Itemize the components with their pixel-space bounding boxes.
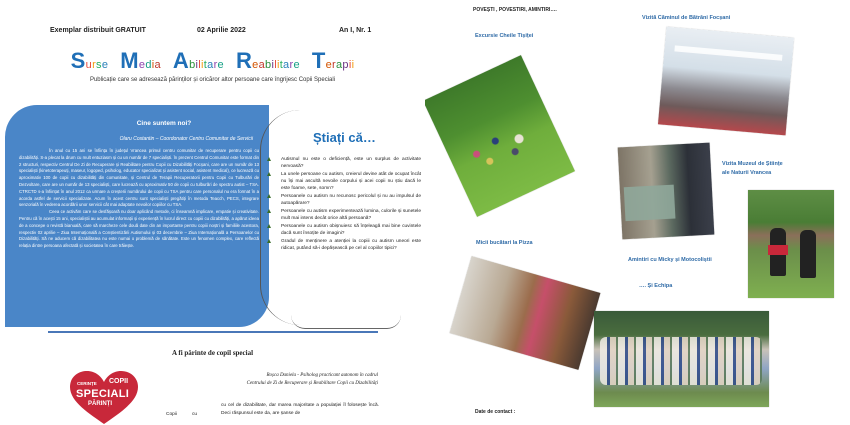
masthead-letter: i <box>351 59 355 71</box>
masthead-letter: t <box>203 59 208 71</box>
masthead-letter: r <box>92 59 97 71</box>
masthead-letter: u <box>85 59 93 71</box>
masthead-initial: S <box>70 48 86 73</box>
masthead-word <box>235 48 300 73</box>
article-word-copii: Copii <box>166 412 177 417</box>
masthead-letter: i <box>348 59 352 71</box>
masthead-letter: t <box>279 59 284 71</box>
masthead-initial: M <box>120 48 139 73</box>
did-you-know-item: Gradul de menținere a atenției la copiii cu autism uneori este ridicat, putând să-i depășească pe cel al copiilor tipici? <box>261 238 421 252</box>
bullet-icon <box>267 209 271 213</box>
did-you-know-list <box>261 156 421 253</box>
masthead-word <box>311 48 355 73</box>
did-you-know-box <box>260 110 425 325</box>
masthead-letter: e <box>138 59 146 71</box>
masthead-letter: d <box>145 59 152 71</box>
photo-muzeu <box>618 143 715 240</box>
masthead-letter: r <box>289 59 294 71</box>
heart-word-cloud-logo <box>68 370 140 425</box>
masthead-initial: T <box>311 48 326 73</box>
who-we-are-paragraph: Ceea ce activăm care se desfășoară nu doar aplicând metode, ci înseamnă implicare, empatie și creativitate. Pentru că în acești 15 ani, specialiștii au acumulat informații și experiență în lucrul direct cu copiii cu dizabilități, a apărut ideea de a concepe o revistă bianuală, care să marcheze cele două date din an importante pentru copiii noștri și familiile acestora, respectiv 02 aprilie – Ziua Internațională a Conștientizării Autismului și 03 decembrie – Ziua Internațională a Persoanelor cu Dizabilități. Să ne aducem că dizabilitatea nu este numai o problemă de sănătate. Este un fenomen complex, care reflectă relația dintre persoana afectată și societatea în care trăiește. <box>19 209 259 249</box>
caption-camin-batrani: Vizită Căminul de Bătrâni Focșani <box>642 15 731 21</box>
masthead-letter: i <box>195 59 199 71</box>
masthead-letter: l <box>274 59 277 71</box>
masthead-letter: a <box>154 59 161 71</box>
special-parent-byline: Roșca Daniela - Psiholog practicant autonom în cadrul Centrului de Zi de Recuperare și Reabilitare Copii cu Dizabilități <box>246 373 378 386</box>
photo-echipa <box>594 311 769 407</box>
masthead-letter: a <box>207 59 214 71</box>
masthead-letter: e <box>101 59 109 71</box>
bullet-icon <box>267 239 271 243</box>
masthead-letter: s <box>96 59 102 71</box>
logo-word: PĂRINȚI <box>88 401 112 407</box>
logo-word: CERINȚE <box>77 381 97 386</box>
who-we-are-title: Cine suntem noi? <box>136 120 192 127</box>
did-you-know-item: Persoanele cu autism experimentează lumina, culorile și sunetele mult mai intens decât orice altă persoană? <box>261 208 421 222</box>
logo-word: COPII <box>109 378 129 385</box>
masthead-letter: i <box>271 59 275 71</box>
masthead-word <box>172 48 224 73</box>
masthead-initial: R <box>235 48 253 73</box>
free-copy-label: Exemplar distribuit GRATUIT <box>50 27 146 34</box>
scroll-curl-decoration <box>291 315 401 329</box>
issue-date: 02 Aprilie 2022 <box>197 27 246 34</box>
who-we-are-body <box>19 148 259 250</box>
masthead-letter: r <box>332 59 336 71</box>
photo-camin-batrani <box>658 27 794 136</box>
bullet-icon <box>267 194 271 198</box>
caption-echipa: …. Și Echipa <box>639 283 673 289</box>
did-you-know-item: Persoanele cu autism obișnuiesc să înțeleagă mai bine cuvintele dacă sunt însoțite de imagini? <box>261 223 421 237</box>
masthead-letter: b <box>189 59 196 71</box>
caption-pizza: Micii bucătari la Pizza <box>476 240 533 246</box>
masthead-letter: a <box>283 59 290 71</box>
masthead-letter: l <box>198 59 202 71</box>
caption-cheile-tisitei: Excursie Cheile Tișiței <box>475 33 534 39</box>
masthead-letter: e <box>217 59 224 71</box>
masthead-letter: e <box>293 59 300 71</box>
who-we-are-author: Olaru Costantin – Coordonator Centru Comunitar de Servicii <box>119 136 253 142</box>
special-parent-title: A fi părinte de copil special <box>171 349 254 357</box>
masthead-tagline: Publicație care se adresează părinților și oricăror altor persoane care îngrijesc Copii Speciali <box>89 77 336 83</box>
masthead-letter: p <box>342 59 349 71</box>
masthead-letter: i <box>151 59 155 71</box>
photo-pizza <box>450 256 601 370</box>
masthead-letter: a <box>336 59 343 71</box>
masthead-title <box>0 48 425 74</box>
caption-micky: Amintiri cu Micky și Motocoliștii <box>628 257 712 263</box>
logo-word: SPECIALI <box>76 388 130 400</box>
heart-words <box>68 370 140 425</box>
newsletter-memories-page <box>425 0 850 425</box>
did-you-know-item: La unele persoane cu autism, creierul devine atât de ocupat încât nu își mai ascultă nevoile corpului și acei copii nu știu dacă le este foame, sete, somn? <box>261 171 421 192</box>
photo-micky <box>748 190 834 298</box>
masthead-letter: e <box>252 59 259 71</box>
special-parent-text: cu cel de dizabilitate, dar marea majoritate a populației îl folosește încă. Deci răspunsul este da, are șanse de <box>221 403 379 416</box>
masthead-letter: e <box>325 59 333 71</box>
issue-number: An I, Nr. 1 <box>339 27 372 34</box>
bullet-icon <box>267 224 271 228</box>
did-you-know-title: Știați că… <box>313 130 376 145</box>
who-we-are-box <box>5 105 269 327</box>
caption-muzeu: Vizita Muzeul de Științe ale Naturii Vrancea <box>722 161 783 176</box>
bullet-icon <box>267 157 271 161</box>
masthead-word <box>70 48 109 73</box>
masthead-letter: r <box>213 59 218 71</box>
did-you-know-item: Persoanele cu autism nu recunosc pericolul și nu au impulsul de autoapărare? <box>261 193 421 207</box>
masthead-letter: a <box>258 59 266 71</box>
masthead-letter: b <box>265 59 272 71</box>
masthead-letter: i <box>276 59 280 71</box>
did-you-know-item: Autismul nu este o deficiență, este un surplus de activitate nervoasă? <box>261 156 421 170</box>
bullet-icon <box>267 172 271 176</box>
masthead-word <box>120 48 161 73</box>
section-divider <box>48 331 378 333</box>
memories-section-title: POVEȘTI , POVESTIRI, AMINTIRI…. <box>473 7 557 13</box>
photo-cheile-tisitei <box>425 55 575 217</box>
contact-label: Date de contact : <box>475 409 516 415</box>
article-word-cu: cu <box>192 412 198 417</box>
who-we-are-paragraph: În anul cu 15 ani se înființa în județul Vrancea primul centru comunitar de recuperare pentru copii cu dizabilități. S-a plecat la drum cu mult entuziasm și cu un număr de 7 specialiști. În prezent Centrul Comunitar este format din 2 structuri, respectiv Centrul De Zi de Recuperare și Reabilitare pentru Copii cu Dizabilități Focșani, care are un număr de 13 specialiști (kinetoterapeuți, maseur, logoped, psiholog, educator specializat și asistent social, asistent medical), ce lucrează cu aproximativ 100 de copii cu dizabilități din comunitate, și Centrul de Terapii Recuperatorii pentru Copii cu Tulburări de Dezvoltare, care are un număr de 13 specialiști, care lucrează cu aproximativ 50 de copii cu tulburări de spectru autist – TSA. CTRCTD s-a înființat în anul 2012 ca urmare a creșterii numărului de copii cu TSA pentru care personalul nu era format în a acorda astfel de servicii specializate. Acum în acest centru sunt specialiști pregătiți în metoda Teacch, PECS, integrare senzorială în vederea acordării unor servicii cât mai adaptate nevoilor copiilor cu TSA. <box>19 148 259 208</box>
masthead-letter: i <box>201 59 204 71</box>
masthead-initial: A <box>172 48 190 73</box>
